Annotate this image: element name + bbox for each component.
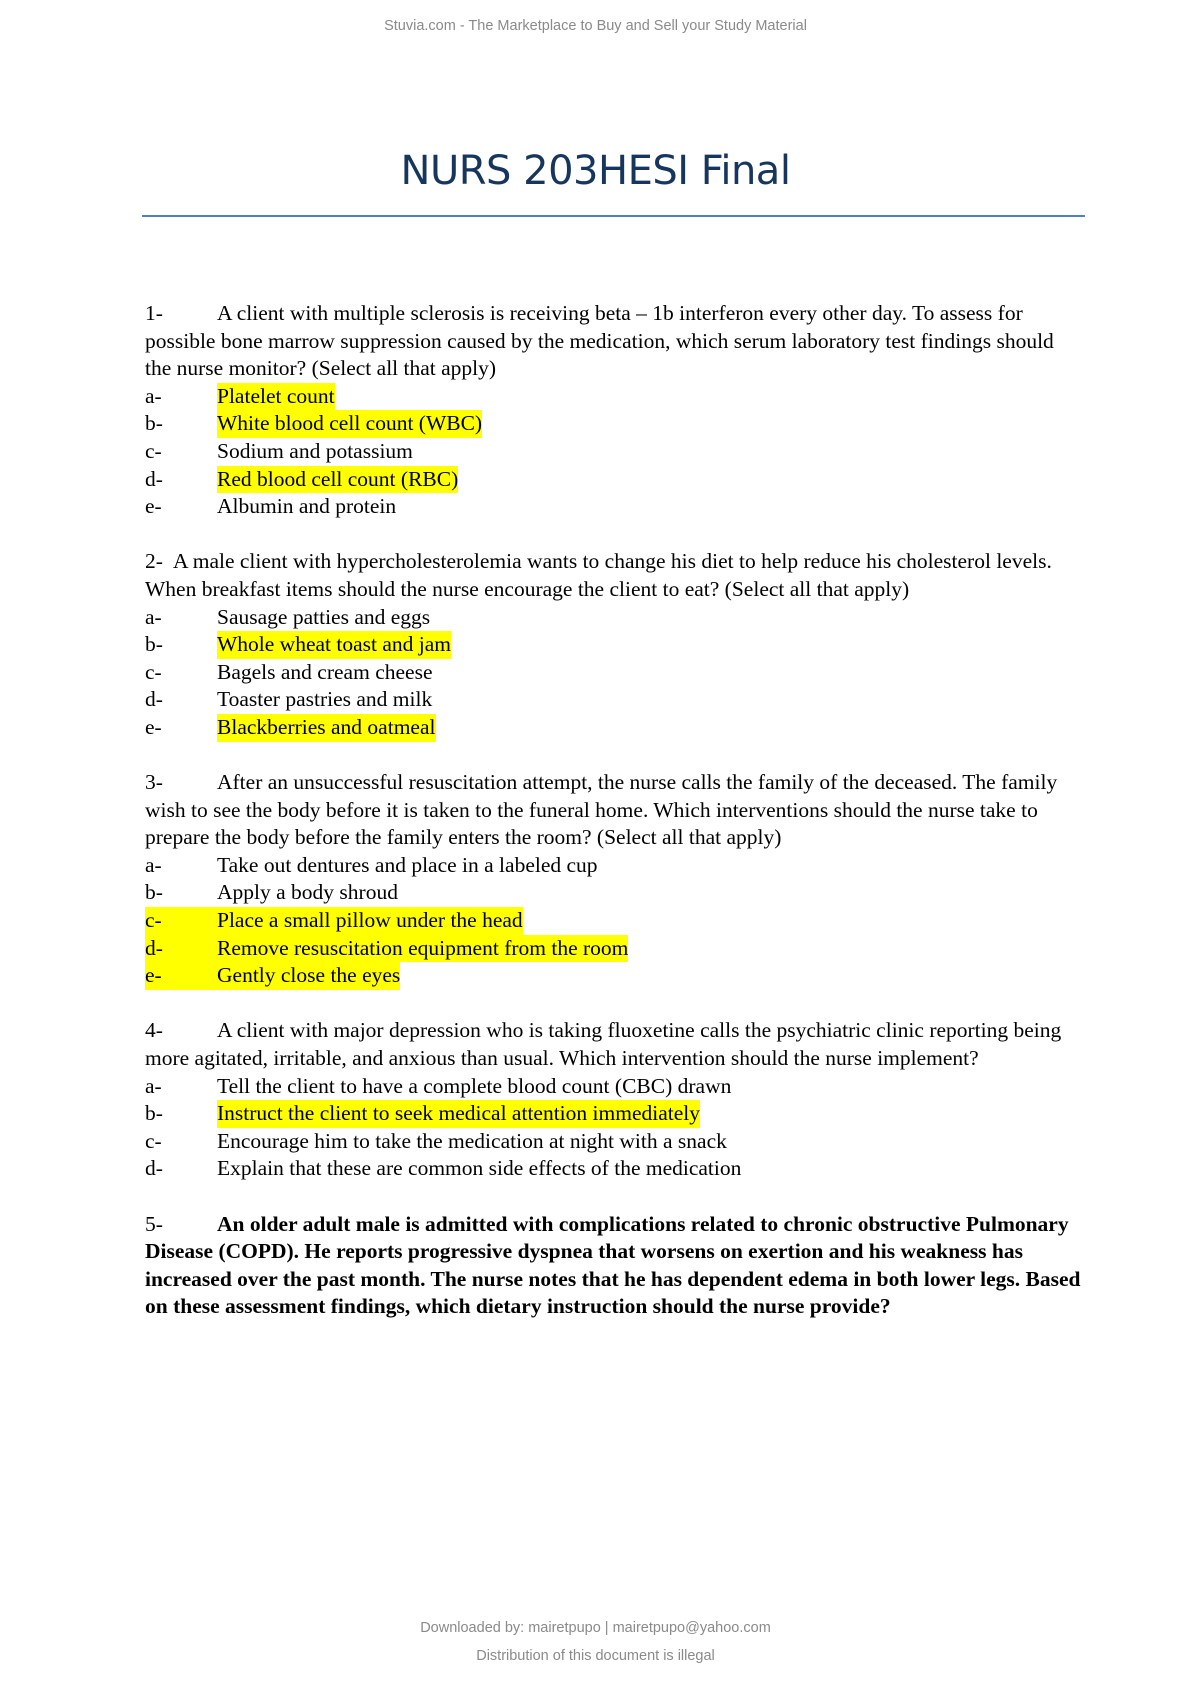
option-d — [145, 686, 1085, 714]
question-stem: An older adult male is admitted with complications related to chronic obstructive Pulmonary Disease (COPD). He reports progressive dyspnea that worsens on exertion and his weakness has increased over the past month. The nurse notes that he has dependent edema in both lower legs. Based on these assessment findings, which dietary instruction should the nurse provide? — [145, 1211, 1081, 1319]
option-c — [145, 659, 1085, 687]
question-number: 5- — [145, 1211, 163, 1236]
option-e — [145, 962, 400, 990]
option-text: Albumin and protein — [217, 494, 397, 519]
option-letter: b- — [145, 880, 163, 905]
option-text: Encourage him to take the medication at night with a snack — [217, 1128, 727, 1153]
download-info: Downloaded by: mairetpupo | mairetpupo@yahoo.com — [420, 1620, 771, 1636]
option-c — [145, 438, 1085, 466]
distribution-notice: Distribution of this document is illegal — [476, 1648, 715, 1664]
option-letter: c- — [145, 659, 162, 684]
question-2 — [145, 548, 1085, 741]
option-text-highlighted: Gently close the eyes — [217, 963, 401, 988]
option-text: Explain that these are common side effects of the medication — [217, 1156, 742, 1181]
option-text: Take out dentures and place in a labeled cup — [217, 852, 598, 877]
question-list — [145, 300, 1085, 1349]
option-a — [145, 383, 1085, 411]
option-text: Sodium and potassium — [217, 438, 413, 463]
option-d — [145, 935, 628, 963]
question-number: 3- — [145, 770, 163, 795]
question-number: 1- — [145, 301, 163, 325]
question-1 — [145, 300, 1085, 521]
option-letter: d- — [145, 687, 163, 712]
option-text-highlighted: Instruct the client to seek medical attention immediately — [217, 1100, 700, 1128]
option-a — [145, 604, 1085, 632]
option-letter: a- — [145, 383, 162, 408]
question-number: 2- — [145, 549, 163, 574]
question-5 — [145, 1211, 1085, 1321]
question-text — [145, 769, 1085, 852]
option-text-highlighted: Platelet count — [217, 383, 335, 411]
question-stem: A client with multiple sclerosis is receiving beta – 1b interferon every other day. To assess for possible bone marrow suppression caused by the medication, which serum laboratory test findings should the nurse monitor? (Select all that apply) — [145, 301, 1054, 381]
option-b — [145, 1100, 1085, 1128]
option-text-highlighted: Remove resuscitation equipment from the room — [217, 935, 629, 960]
option-letter: b- — [145, 632, 163, 657]
option-b — [145, 879, 1085, 907]
option-letter: a- — [145, 604, 162, 629]
option-letter: c- — [145, 908, 162, 933]
option-d — [145, 466, 1085, 494]
question-stem: After an unsuccessful resuscitation attempt, the nurse calls the family of the deceased. The family wish to see the body before it is taken to the funeral home. Which interventions should the nurse take to prepare the body before the family enters the room? (Select all that apply) — [145, 770, 1058, 850]
option-d — [145, 1155, 1085, 1183]
question-3 — [145, 769, 1085, 990]
stuvia-watermark: Stuvia.com - The Marketplace to Buy and Sell your Study Material — [384, 18, 807, 34]
option-letter: e- — [145, 494, 162, 519]
question-4 — [145, 1017, 1085, 1183]
option-text-highlighted: Red blood cell count (RBC) — [217, 466, 458, 494]
option-letter: a- — [145, 1073, 162, 1098]
option-letter: d- — [145, 935, 163, 960]
option-text-highlighted: Place a small pillow under the head — [217, 908, 523, 933]
option-letter: b- — [145, 411, 163, 436]
option-text: Toaster pastries and milk — [217, 687, 433, 712]
option-letter: e- — [145, 714, 162, 739]
question-number: 4- — [145, 1018, 163, 1043]
option-letter: d- — [145, 1156, 163, 1181]
option-letter: c- — [145, 438, 162, 463]
option-text: Apply a body shroud — [217, 880, 398, 905]
option-letter: c- — [145, 1128, 162, 1153]
option-c — [145, 907, 523, 935]
option-e — [145, 714, 1085, 742]
option-text-highlighted: Blackberries and oatmeal — [217, 714, 436, 742]
option-letter: e- — [145, 963, 162, 988]
option-text-highlighted: Whole wheat toast and jam — [217, 631, 451, 659]
option-text: Bagels and cream cheese — [217, 659, 433, 684]
question-text — [145, 300, 1085, 383]
option-text: Sausage patties and eggs — [217, 604, 431, 629]
question-text — [145, 1211, 1085, 1321]
question-stem: A client with major depression who is taking fluoxetine calls the psychiatric clinic reporting being more agitated, irritable, and anxious than usual. Which intervention should the nurse implement? — [145, 1018, 1062, 1071]
question-text — [145, 1017, 1085, 1072]
option-text: Tell the client to have a complete blood count (CBC) drawn — [217, 1073, 732, 1098]
option-a — [145, 852, 1085, 880]
option-letter: d- — [145, 466, 163, 491]
option-a — [145, 1073, 1085, 1101]
option-e — [145, 493, 1085, 521]
question-text — [145, 548, 1085, 603]
option-b — [145, 410, 1085, 438]
option-letter: b- — [145, 1101, 163, 1126]
option-b — [145, 631, 1085, 659]
question-stem: A male client with hypercholesterolemia wants to change his diet to help reduce his cholesterol levels. When breakfast items should the nurse encourage the client to eat? (Select all that apply) — [145, 549, 1052, 601]
title-divider — [142, 215, 1085, 217]
document-title: NURS 203HESI Final — [400, 148, 791, 194]
option-letter: a- — [145, 852, 162, 877]
option-text-highlighted: White blood cell count (WBC) — [217, 410, 482, 438]
option-c — [145, 1128, 1085, 1156]
